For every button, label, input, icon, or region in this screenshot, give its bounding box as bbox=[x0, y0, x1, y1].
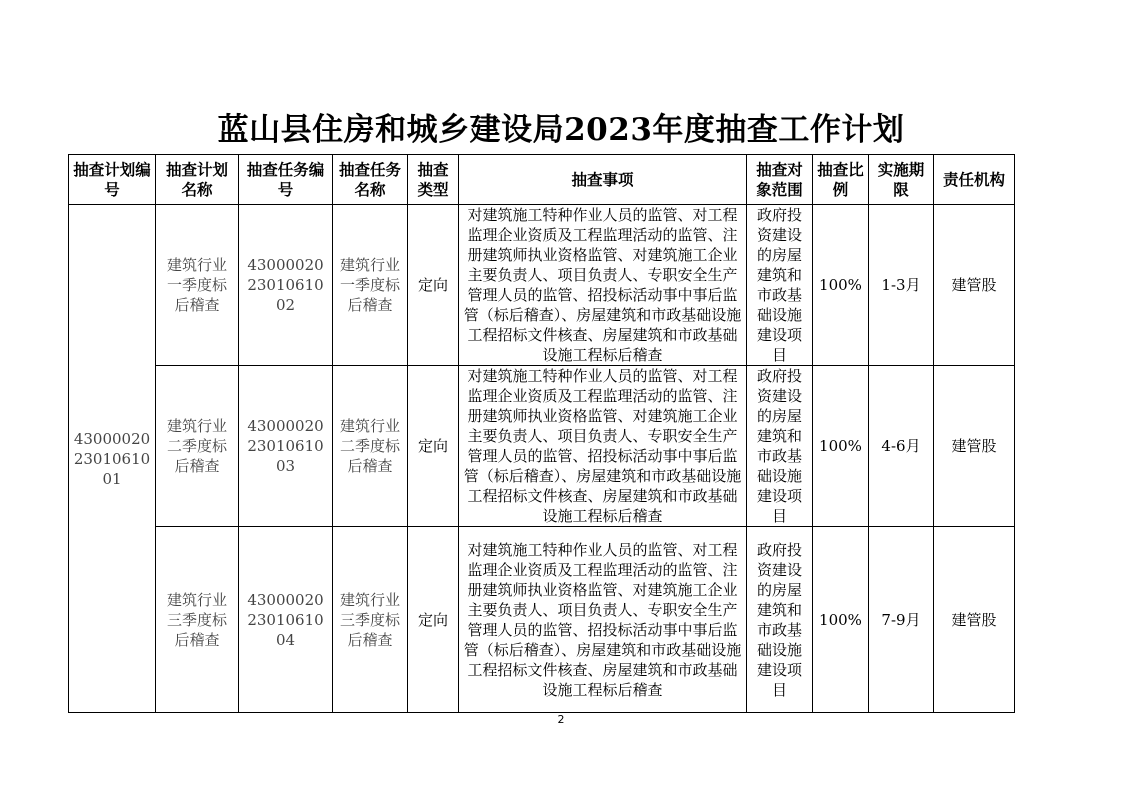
table-row bbox=[69, 366, 1015, 527]
scope-cell: 政府投资建设的房屋建筑和市政基础设施建设项目 bbox=[747, 366, 813, 527]
task-name-cell: 建筑行业三季度标后稽查 bbox=[333, 527, 408, 713]
col-header-matter: 抽查事项 bbox=[459, 155, 747, 205]
type-cell: 定向 bbox=[408, 366, 459, 527]
type-cell: 定向 bbox=[408, 527, 459, 713]
agency-cell: 建管股 bbox=[934, 527, 1015, 713]
table-header-row bbox=[69, 155, 1015, 205]
col-header-ratio: 抽查比例 bbox=[813, 155, 869, 205]
col-header-task-name: 抽查任务名称 bbox=[333, 155, 408, 205]
col-header-scope: 抽查对象范围 bbox=[747, 155, 813, 205]
table-row bbox=[69, 527, 1015, 713]
task-number-cell: 430000202301061004 bbox=[239, 527, 333, 713]
ratio-cell: 100% bbox=[813, 205, 869, 366]
col-header-agency: 责任机构 bbox=[934, 155, 1015, 205]
ratio-cell: 100% bbox=[813, 527, 869, 713]
matter-cell: 对建筑施工特种作业人员的监管、对工程监理企业资质及工程监理活动的监管、注册建筑师执业资格监管、对建筑施工企业主要负责人、项目负责人、专职安全生产管理人员的监管、招投标活动事中事后监管（标后稽查）、房屋建筑和市政基础设施工程招标文件核查、房屋建筑和市政基础设施工程标后稽查 bbox=[459, 205, 747, 366]
period-cell: 4-6月 bbox=[869, 366, 934, 527]
table-row bbox=[69, 205, 1015, 366]
page-number: 2 bbox=[557, 713, 565, 726]
task-number-cell: 430000202301061003 bbox=[239, 366, 333, 527]
agency-cell: 建管股 bbox=[934, 205, 1015, 366]
plan-name-cell: 建筑行业二季度标后稽查 bbox=[156, 366, 239, 527]
period-cell: 7-9月 bbox=[869, 527, 934, 713]
scope-cell: 政府投资建设的房屋建筑和市政基础设施建设项目 bbox=[747, 205, 813, 366]
ratio-cell: 100% bbox=[813, 366, 869, 527]
agency-cell: 建管股 bbox=[934, 366, 1015, 527]
plan-name-cell: 建筑行业三季度标后稽查 bbox=[156, 527, 239, 713]
plan-name-cell: 建筑行业一季度标后稽查 bbox=[156, 205, 239, 366]
scope-cell: 政府投资建设的房屋建筑和市政基础设施建设项目 bbox=[747, 527, 813, 713]
task-name-cell: 建筑行业一季度标后稽查 bbox=[333, 205, 408, 366]
col-header-type: 抽查类型 bbox=[408, 155, 459, 205]
matter-cell: 对建筑施工特种作业人员的监管、对工程监理企业资质及工程监理活动的监管、注册建筑师执业资格监管、对建筑施工企业主要负责人、项目负责人、专职安全生产管理人员的监管、招投标活动事中事后监管（标后稽查）、房屋建筑和市政基础设施工程招标文件核查、房屋建筑和市政基础设施工程标后稽查 bbox=[459, 527, 747, 713]
inspection-plan-table bbox=[68, 154, 1015, 713]
col-header-period: 实施期限 bbox=[869, 155, 934, 205]
col-header-plan-number: 抽查计划编号 bbox=[69, 155, 156, 205]
task-number-cell: 430000202301061002 bbox=[239, 205, 333, 366]
type-cell: 定向 bbox=[408, 205, 459, 366]
task-name-cell: 建筑行业二季度标后稽查 bbox=[333, 366, 408, 527]
plan-number-cell: 430000202301061001 bbox=[69, 205, 156, 713]
page-title: 蓝山县住房和城乡建设局2023年度抽查工作计划 bbox=[217, 112, 905, 148]
col-header-task-number: 抽查任务编号 bbox=[239, 155, 333, 205]
period-cell: 1-3月 bbox=[869, 205, 934, 366]
col-header-plan-name: 抽查计划名称 bbox=[156, 155, 239, 205]
matter-cell: 对建筑施工特种作业人员的监管、对工程监理企业资质及工程监理活动的监管、注册建筑师执业资格监管、对建筑施工企业主要负责人、项目负责人、专职安全生产管理人员的监管、招投标活动事中事后监管（标后稽查）、房屋建筑和市政基础设施工程招标文件核查、房屋建筑和市政基础设施工程标后稽查 bbox=[459, 366, 747, 527]
